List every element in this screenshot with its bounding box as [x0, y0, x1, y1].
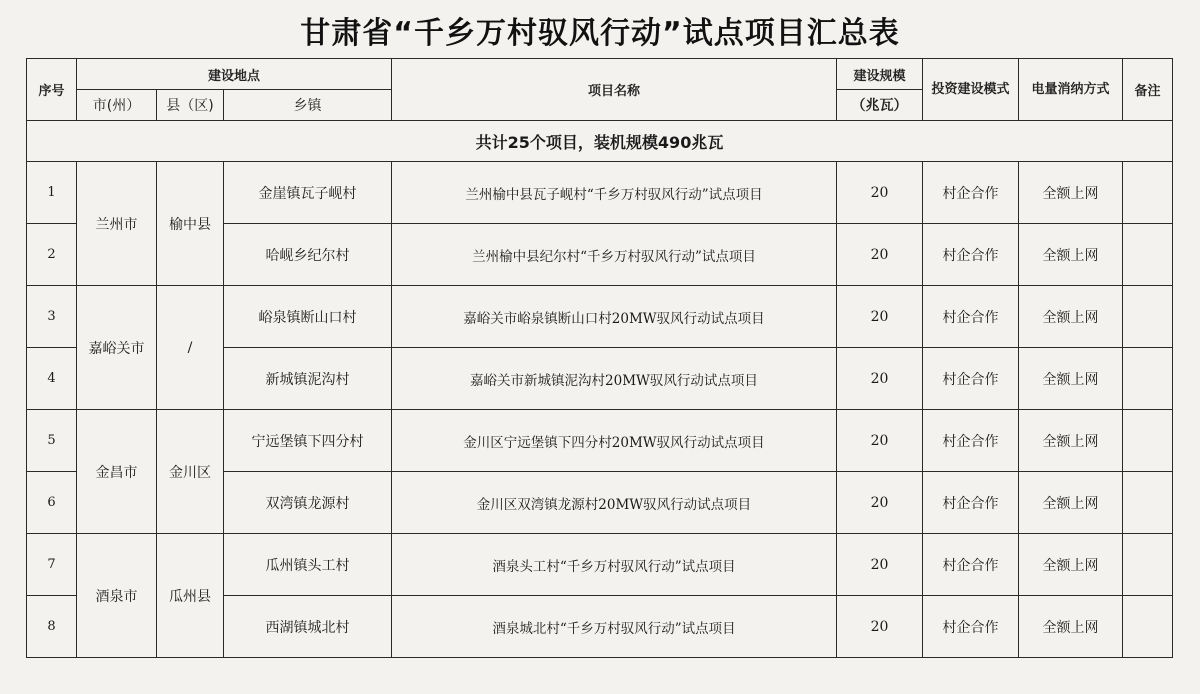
consumption-mode-cell: 全额上网: [1019, 534, 1123, 596]
seq-cell: 4: [27, 348, 77, 410]
header-row-1: [27, 59, 1173, 90]
project-name-cell: 兰州榆中县纪尔村“千乡万村驭风行动”试点项目: [392, 224, 837, 286]
scale-cell: 20: [837, 224, 923, 286]
city-cell: 嘉峪关市: [77, 286, 157, 410]
remark-cell: [1123, 596, 1173, 658]
project-name-cell: 嘉峪关市峪泉镇断山口村20MW驭风行动试点项目: [392, 286, 837, 348]
project-summary-table: [26, 58, 1173, 658]
investment-mode-cell: 村企合作: [923, 224, 1019, 286]
header-county: 县（区): [157, 90, 224, 121]
header-investment-mode: 投资建设模式: [923, 59, 1019, 121]
city-cell: 酒泉市: [77, 534, 157, 658]
project-name-cell: 金川区双湾镇龙源村20MW驭风行动试点项目: [392, 472, 837, 534]
document-title: 甘肃省“千乡万村驭风行动”试点项目汇总表: [300, 16, 900, 51]
consumption-mode-cell: 全额上网: [1019, 596, 1123, 658]
table-row: [27, 534, 1173, 596]
header-scale-unit: （兆瓦）: [837, 90, 923, 121]
summary-row: [27, 121, 1173, 162]
seq-cell: 3: [27, 286, 77, 348]
county-cell: 金川区: [157, 410, 224, 534]
seq-cell: 7: [27, 534, 77, 596]
town-cell: 哈岘乡纪尔村: [224, 224, 392, 286]
consumption-mode-cell: 全额上网: [1019, 472, 1123, 534]
scale-cell: 20: [837, 348, 923, 410]
project-name-cell: 金川区宁远堡镇下四分村20MW驭风行动试点项目: [392, 410, 837, 472]
town-cell: 西湖镇城北村: [224, 596, 392, 658]
scale-cell: 20: [837, 162, 923, 224]
project-name-cell: 嘉峪关市新城镇泥沟村20MW驭风行动试点项目: [392, 348, 837, 410]
investment-mode-cell: 村企合作: [923, 596, 1019, 658]
table-row: [27, 410, 1173, 472]
investment-mode-cell: 村企合作: [923, 162, 1019, 224]
header-remark: 备注: [1123, 59, 1173, 121]
town-cell: 峪泉镇断山口村: [224, 286, 392, 348]
header-seq: 序号: [27, 59, 77, 121]
header-project-name: 项目名称: [392, 59, 837, 121]
project-name-cell: 酒泉城北村“千乡万村驭风行动”试点项目: [392, 596, 837, 658]
header-town: 乡镇: [224, 90, 392, 121]
remark-cell: [1123, 348, 1173, 410]
scale-cell: 20: [837, 410, 923, 472]
remark-cell: [1123, 286, 1173, 348]
remark-cell: [1123, 224, 1173, 286]
seq-cell: 8: [27, 596, 77, 658]
scale-cell: 20: [837, 286, 923, 348]
investment-mode-cell: 村企合作: [923, 410, 1019, 472]
city-cell: 兰州市: [77, 162, 157, 286]
remark-cell: [1123, 162, 1173, 224]
consumption-mode-cell: 全额上网: [1019, 348, 1123, 410]
consumption-mode-cell: 全额上网: [1019, 224, 1123, 286]
seq-cell: 1: [27, 162, 77, 224]
seq-cell: 6: [27, 472, 77, 534]
scale-cell: 20: [837, 596, 923, 658]
consumption-mode-cell: 全额上网: [1019, 410, 1123, 472]
table-row: [27, 162, 1173, 224]
investment-mode-cell: 村企合作: [923, 534, 1019, 596]
town-cell: 宁远堡镇下四分村: [224, 410, 392, 472]
scale-cell: 20: [837, 534, 923, 596]
header-consumption-mode: 电量消纳方式: [1019, 59, 1123, 121]
town-cell: 新城镇泥沟村: [224, 348, 392, 410]
remark-cell: [1123, 534, 1173, 596]
header-city: 市(州）: [77, 90, 157, 121]
project-name-cell: 兰州榆中县瓦子岘村“千乡万村驭风行动”试点项目: [392, 162, 837, 224]
town-cell: 双湾镇龙源村: [224, 472, 392, 534]
scale-cell: 20: [837, 472, 923, 534]
investment-mode-cell: 村企合作: [923, 348, 1019, 410]
county-cell: /: [157, 286, 224, 410]
consumption-mode-cell: 全额上网: [1019, 286, 1123, 348]
summary-text: 共计25个项目，装机规模490兆瓦: [27, 121, 1173, 162]
header-location: 建设地点: [77, 59, 392, 90]
seq-cell: 5: [27, 410, 77, 472]
investment-mode-cell: 村企合作: [923, 286, 1019, 348]
project-name-cell: 酒泉头工村“千乡万村驭风行动”试点项目: [392, 534, 837, 596]
consumption-mode-cell: 全额上网: [1019, 162, 1123, 224]
investment-mode-cell: 村企合作: [923, 472, 1019, 534]
table-row: [27, 286, 1173, 348]
remark-cell: [1123, 472, 1173, 534]
seq-cell: 2: [27, 224, 77, 286]
header-scale: 建设规模: [837, 59, 923, 90]
city-cell: 金昌市: [77, 410, 157, 534]
town-cell: 金崖镇瓦子岘村: [224, 162, 392, 224]
county-cell: 瓜州县: [157, 534, 224, 658]
county-cell: 榆中县: [157, 162, 224, 286]
town-cell: 瓜州镇头工村: [224, 534, 392, 596]
remark-cell: [1123, 410, 1173, 472]
